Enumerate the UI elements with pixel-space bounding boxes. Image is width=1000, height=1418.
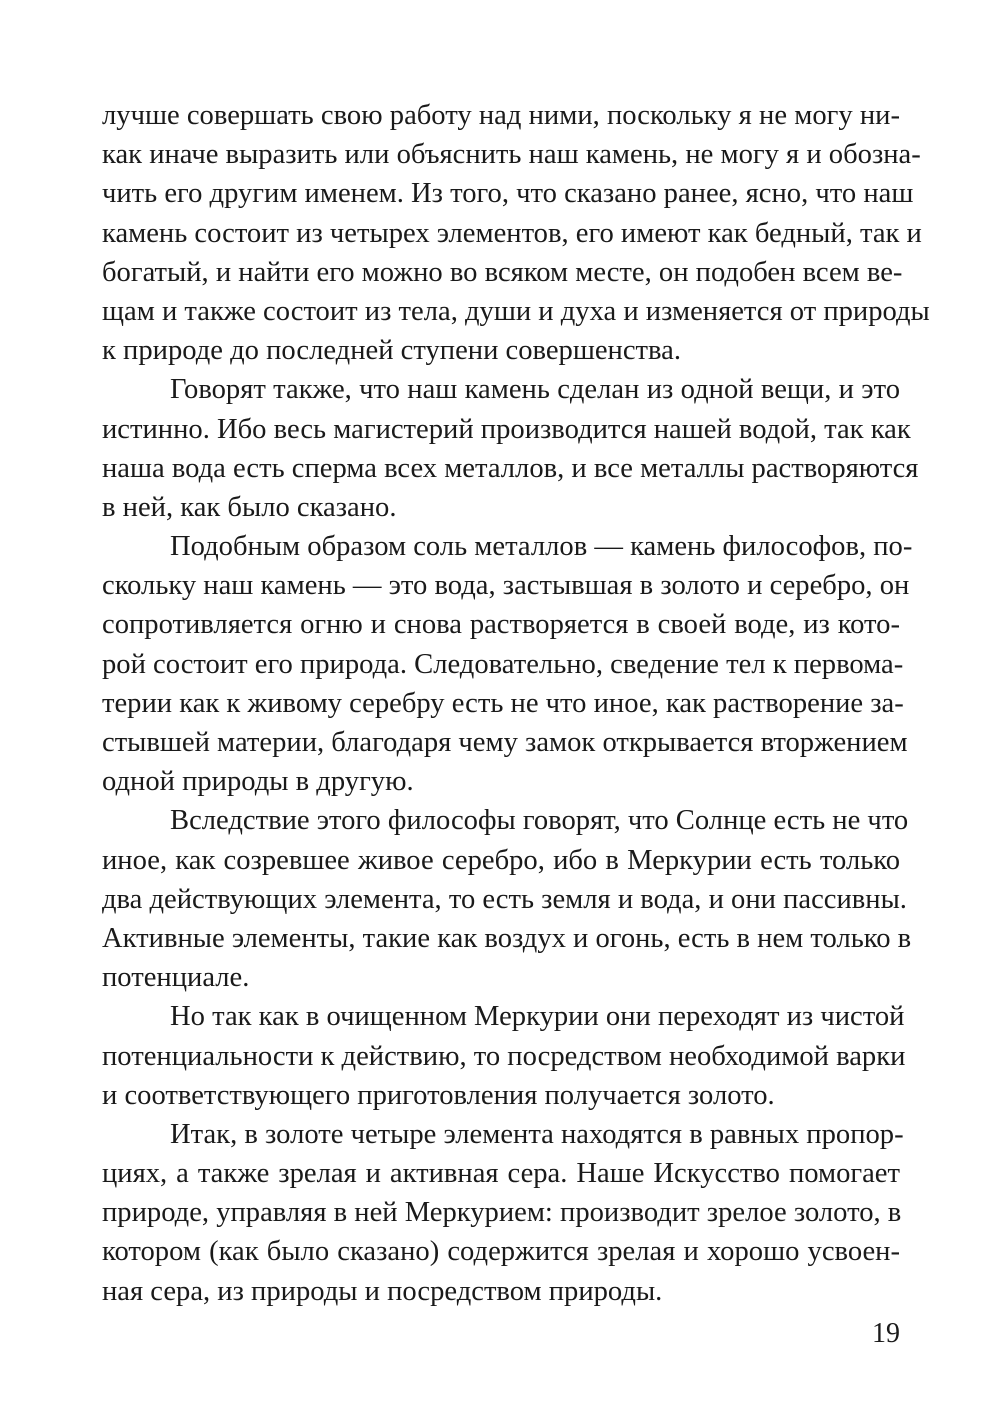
text-line: скольку наш камень — это вода, застывшая в золото и серебро, он <box>102 570 910 602</box>
text-line: котором (как было сказано) содержится зрелая и хорошо усвоен- <box>102 1236 900 1268</box>
text-line: циях, а также зрелая и активная сера. Наше Искусство помогает <box>102 1158 900 1190</box>
text-line: Говорят также, что наш камень сделан из одной вещи, и это <box>170 374 900 406</box>
paragraph <box>102 527 913 801</box>
paragraph <box>102 370 919 527</box>
text-line: Подобным образом соль металлов — камень философов, по- <box>170 531 913 563</box>
text-line: в ней, как было сказано. <box>102 491 397 523</box>
text-line: к природе до последней ступени совершенства. <box>102 335 681 367</box>
text-line: потенциале. <box>102 962 250 994</box>
text-line: иное, как созревшее живое серебро, ибо в Меркурии есть только <box>102 844 900 876</box>
paragraph <box>102 801 912 997</box>
text-line: ная сера, из природы и посредством природы. <box>102 1275 663 1307</box>
text-line: чить его другим именем. Из того, что сказано ранее, ясно, что наш <box>102 178 914 210</box>
body-text <box>102 96 930 1311</box>
paragraph <box>102 96 930 370</box>
text-line: стывшей материи, благодаря чему замок открывается вторжением <box>102 727 908 758</box>
text-line: Итак, в золоте четыре элемента находятся в равных пропор- <box>170 1118 904 1150</box>
text-line: наша вода есть сперма всех металлов, и все металлы растворяются <box>102 452 919 484</box>
paragraph <box>102 997 906 1115</box>
text-line: и соответствующего приготовления получается золото. <box>102 1079 775 1111</box>
text-line: терии как к живому серебру есть не что иное, как растворение за- <box>102 687 904 719</box>
text-line: Но так как в очищенном Меркурии они переходят из чистой <box>170 1001 905 1033</box>
text-line: как иначе выразить или объяснить наш камень, не могу я и обозна- <box>102 139 921 171</box>
text-line: истинно. Ибо весь магистерий производится нашей водой, так как <box>102 413 911 445</box>
text-line: потенциальности к действию, то посредством необходимой варки <box>102 1040 906 1072</box>
text-line: одной природы в другую. <box>102 766 414 798</box>
paragraph <box>102 1115 904 1311</box>
text-line: рой состоит его природа. Следовательно, сведение тел к первома- <box>102 648 904 680</box>
text-line: Активные элементы, такие как воздух и огонь, есть в нем только в <box>102 922 912 954</box>
text-line: природе, управляя в ней Меркурием: производит зрелое золото, в <box>102 1197 902 1229</box>
text-line: щам и также состоит из тела, души и духа и изменяется от природы <box>102 295 930 327</box>
text-line: лучше совершать свою работу над ними, поскольку я не могу ни- <box>102 100 900 131</box>
text-line: два действующих элемента, то есть земля и вода, и они пассивны. <box>102 883 907 915</box>
text-line: богатый, и найти его можно во всяком месте, он подобен всем ве- <box>102 256 903 288</box>
text-line: Вследствие этого философы говорят, что Солнце есть не что <box>170 805 909 837</box>
text-line: камень состоит из четырех элементов, его имеют как бедный, так и <box>102 217 922 249</box>
page-number: 19 <box>872 1318 900 1349</box>
text-line: сопротивляется огню и снова растворяется в своей воде, из кото- <box>102 609 900 641</box>
